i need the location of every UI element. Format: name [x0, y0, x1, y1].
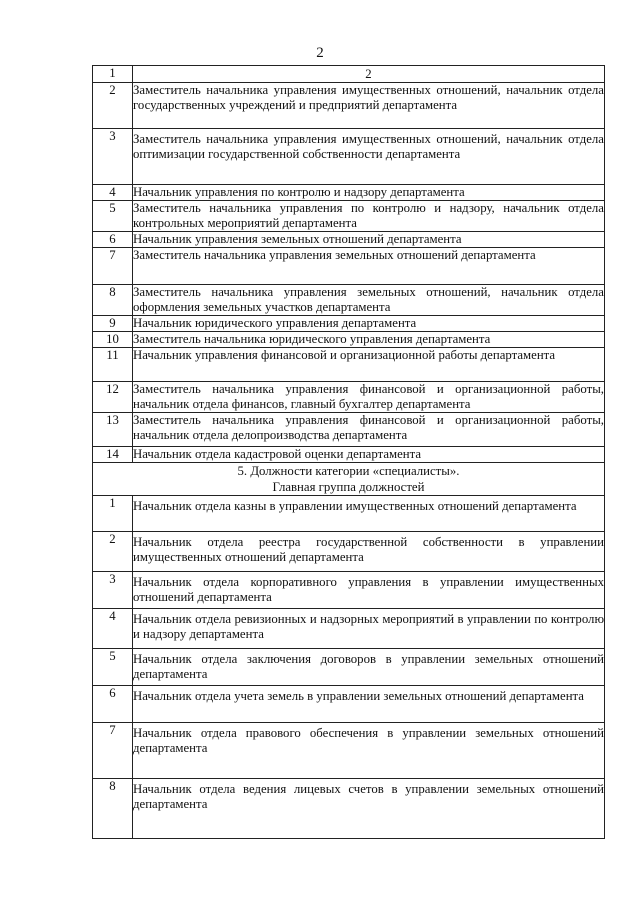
table-row: [93, 779, 605, 839]
table-row: [93, 285, 605, 316]
table-row: [93, 532, 605, 572]
row-number: 4: [93, 609, 133, 649]
position-title: Заместитель начальника управления финансовой и организационной работы, начальник отдела финансов, главный бухгалтер департамента: [133, 382, 604, 411]
row-number: 10: [93, 332, 133, 348]
position-title: Заместитель начальника управления земельных отношений, начальник отдела оформления земельных участков департамента: [133, 285, 604, 314]
position-title: Начальник отдела кадастровой оценки департамента: [133, 447, 605, 463]
table-row: [93, 686, 605, 723]
section-subtitle: Главная группа должностей: [272, 480, 425, 494]
section-header: [93, 463, 605, 496]
table-row: [93, 496, 605, 532]
row-number: 4: [93, 185, 133, 201]
table-row: [93, 332, 605, 348]
header-col-2: 2: [133, 66, 605, 83]
row-number: 1: [93, 496, 133, 532]
position-title: Начальник отдела правового обеспечения в управлении земельных отношений департамента: [133, 723, 605, 779]
row-number: 14: [93, 447, 133, 463]
position-title: Начальник отдела ревизионных и надзорных мероприятий в управлении по контролю и надзору департамента: [133, 609, 605, 649]
positions-table: [92, 65, 605, 839]
position-title: Начальник юридического управления департамента: [133, 316, 605, 332]
section-title: 5. Должности категории «специалисты».: [237, 464, 460, 478]
row-number: 8: [93, 779, 133, 839]
table-header-row: [93, 66, 605, 83]
position-title: Начальник отдела ведения лицевых счетов в управлении земельных отношений департамента: [133, 779, 605, 839]
row-number: 8: [93, 285, 133, 316]
position-title: Начальник управления земельных отношений департамента: [133, 232, 605, 248]
table-row: [93, 609, 605, 649]
position-title: Заместитель начальника управления финансовой и организационной работы, начальник отдела делопроизводства департамента: [133, 413, 605, 447]
position-title: Заместитель начальника юридического управления департамента: [133, 332, 605, 348]
table-row: [93, 723, 605, 779]
row-number: 3: [93, 129, 133, 185]
table-row: [93, 248, 605, 285]
row-number: 5: [93, 649, 133, 686]
position-title: Начальник отдела казны в управлении имущественных отношений департамента: [133, 496, 605, 532]
row-number: 12: [93, 382, 133, 413]
row-number: 13: [93, 413, 133, 447]
row-number: 3: [93, 572, 133, 609]
table-row: [93, 185, 605, 201]
row-number: 6: [93, 686, 133, 723]
table-row: [93, 413, 605, 447]
section-header-row: [93, 463, 605, 496]
row-number: 7: [93, 723, 133, 779]
position-title: Заместитель начальника управления по контролю и надзору, начальник отдела контрольных мероприятий департамента: [133, 201, 604, 230]
table-row: [93, 316, 605, 332]
table-row: [93, 83, 605, 129]
position-title: Начальник отдела корпоративного управления в управлении имущественных отношений департамента: [133, 572, 605, 609]
row-number: 5: [93, 201, 133, 232]
table-row: [93, 447, 605, 463]
row-number: 7: [93, 248, 133, 285]
table-row: [93, 232, 605, 248]
position-title: Заместитель начальника управления имущественных отношений, начальник отдела оптимизации государственной собственности департамента: [133, 129, 605, 185]
row-number: 9: [93, 316, 133, 332]
position-title: Начальник отдела учета земель в управлении земельных отношений департамента: [133, 686, 605, 723]
table-row: [93, 348, 605, 382]
table-row: [93, 572, 605, 609]
position-title: Начальник отдела реестра государственной собственности в управлении имущественных отношений департамента: [133, 532, 605, 572]
table-row: [93, 201, 605, 232]
position-title: Начальник управления по контролю и надзору департамента: [133, 185, 605, 201]
row-number: 6: [93, 232, 133, 248]
header-col-1: 1: [93, 66, 133, 83]
row-number: 2: [93, 83, 133, 129]
table-row: [93, 129, 605, 185]
row-number: 11: [93, 348, 133, 382]
table-row: [93, 649, 605, 686]
table-row: [93, 382, 605, 413]
row-number: 2: [93, 532, 133, 572]
position-title: Заместитель начальника управления земельных отношений департамента: [133, 248, 605, 285]
position-title: Начальник отдела заключения договоров в управлении земельных отношений департамента: [133, 649, 605, 686]
position-title: Начальник управления финансовой и организационной работы департамента: [133, 348, 605, 382]
position-title: Заместитель начальника управления имущественных отношений, начальник отдела государственных учреждений и предприятий департамента: [133, 83, 605, 129]
page-number: 2: [316, 45, 324, 61]
